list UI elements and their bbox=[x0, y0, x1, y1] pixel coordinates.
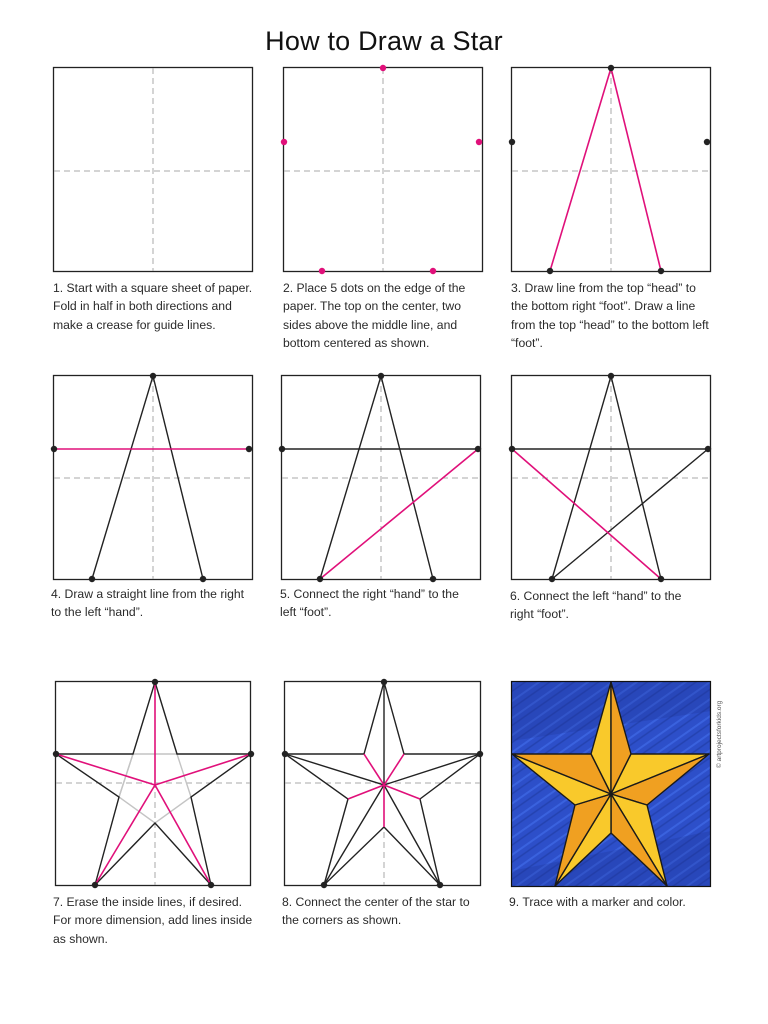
step-6-diagram bbox=[511, 375, 711, 580]
left-foot-dot bbox=[319, 268, 325, 274]
step-4-caption: 4. Draw a straight line from the right to the left “hand”. bbox=[51, 587, 245, 620]
right-foot-dot bbox=[430, 268, 436, 274]
step-8-diagram bbox=[284, 681, 484, 886]
step-7-caption: 7. Erase the inside lines, if desired. For more dimension, add lines inside as shown. bbox=[53, 895, 253, 946]
page-title: How to Draw a Star bbox=[265, 26, 503, 56]
right-hand-dot bbox=[476, 139, 482, 145]
step-5-caption: 5. Connect the right “hand” to the left “foot”. bbox=[280, 587, 459, 620]
step-1-diagram bbox=[53, 67, 253, 272]
step-1-caption: 1. Start with a square sheet of paper. Fold in half in both directions and make a crease for guide lines. bbox=[53, 281, 253, 332]
step-6-caption: 6. Connect the left “hand” to the right “foot”. bbox=[510, 589, 682, 622]
step-5-diagram bbox=[281, 375, 481, 580]
head-dot bbox=[380, 65, 386, 71]
svg-text:© artprojectsforkids.org: © artprojectsforkids.org bbox=[716, 700, 723, 768]
credit-text bbox=[711, 682, 725, 772]
step-3-caption: 3. Draw line from the top “head” to the bottom right “foot”. Draw a line from the top “head” to the bottom left “foot”. bbox=[511, 281, 709, 350]
step-7-diagram bbox=[55, 681, 255, 886]
step-8-caption: 8. Connect the center of the star to the corners as shown. bbox=[282, 895, 470, 928]
step-2-caption: 2. Place 5 dots on the edge of the paper. The top on the center, two sides above the middle line, and bottom centered as shown. bbox=[283, 281, 466, 350]
step-9-colored-star bbox=[511, 681, 711, 887]
step-3-diagram bbox=[511, 67, 711, 272]
step-4-diagram bbox=[53, 375, 253, 580]
step-2-diagram bbox=[283, 67, 483, 272]
left-hand-dot bbox=[281, 139, 287, 145]
step-9-caption: 9. Trace with a marker and color. bbox=[509, 895, 686, 909]
